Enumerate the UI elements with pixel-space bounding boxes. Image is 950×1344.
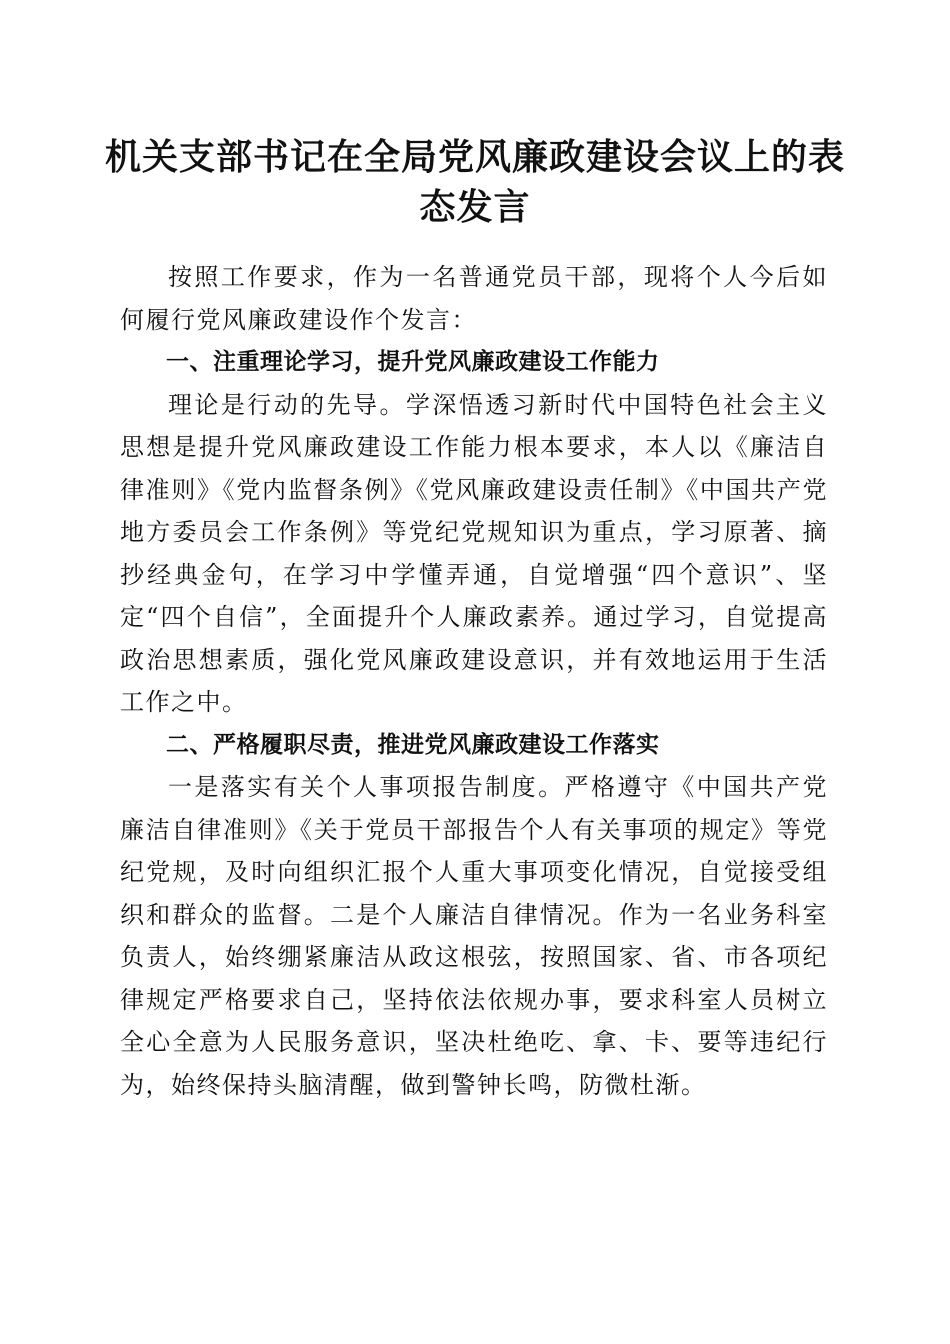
section-paragraph-1: 理论是行动的先导。学深悟透习新时代中国特色社会主义思想是提升党风廉政建设工作能力根本要求，本人以《廉洁自律准则》《党内监督条例》《党风廉政建设责任制》《中国共产党地方委员会工作条例》等党纪党规知识为重点，学习原著、摘抄经典金句，在学习中学懂弄通，自觉增强“四个意识”、坚定“四个自信”，全面提升个人廉政素养。通过学习，自觉提高政治思想素质，强化党风廉政建设意识，并有效地运用于生活工作之中。 <box>120 390 828 716</box>
intro-paragraph: 按照工作要求，作为一名普通党员干部，现将个人今后如何履行党风廉政建设作个发言： <box>120 263 828 334</box>
section-heading-2: 二、严格履职尽责，推进党风廉政建设工作落实 <box>166 731 660 758</box>
section-heading-1: 一、注重理论学习，提升党风廉政建设工作能力 <box>166 349 660 375</box>
section-paragraph-2: 一是落实有关个人事项报告制度。严格遵守《中国共产党廉洁自律准则》《关于党员干部报告个人有关事项的规定》等党纪党规，及时向组织汇报个人重大事项变化情况，自觉接受组织和群众的监督。二是个人廉洁自律情况。作为一名业务科室负责人，始终绷紧廉洁从政这根弦，按照国家、省、市各项纪律规定严格要求自己，坚持依法依规办事，要求科室人员树立全心全意为人民服务意识，坚决杜绝吃、拿、卡、要等违纪行为，始终保持头脑清醒，做到警钟长鸣，防微杜渐。 <box>120 773 828 1099</box>
document-title: 机关支部书记在全局党风廉政建设会议上的表态发言 <box>104 136 845 228</box>
document-body <box>120 256 828 1106</box>
